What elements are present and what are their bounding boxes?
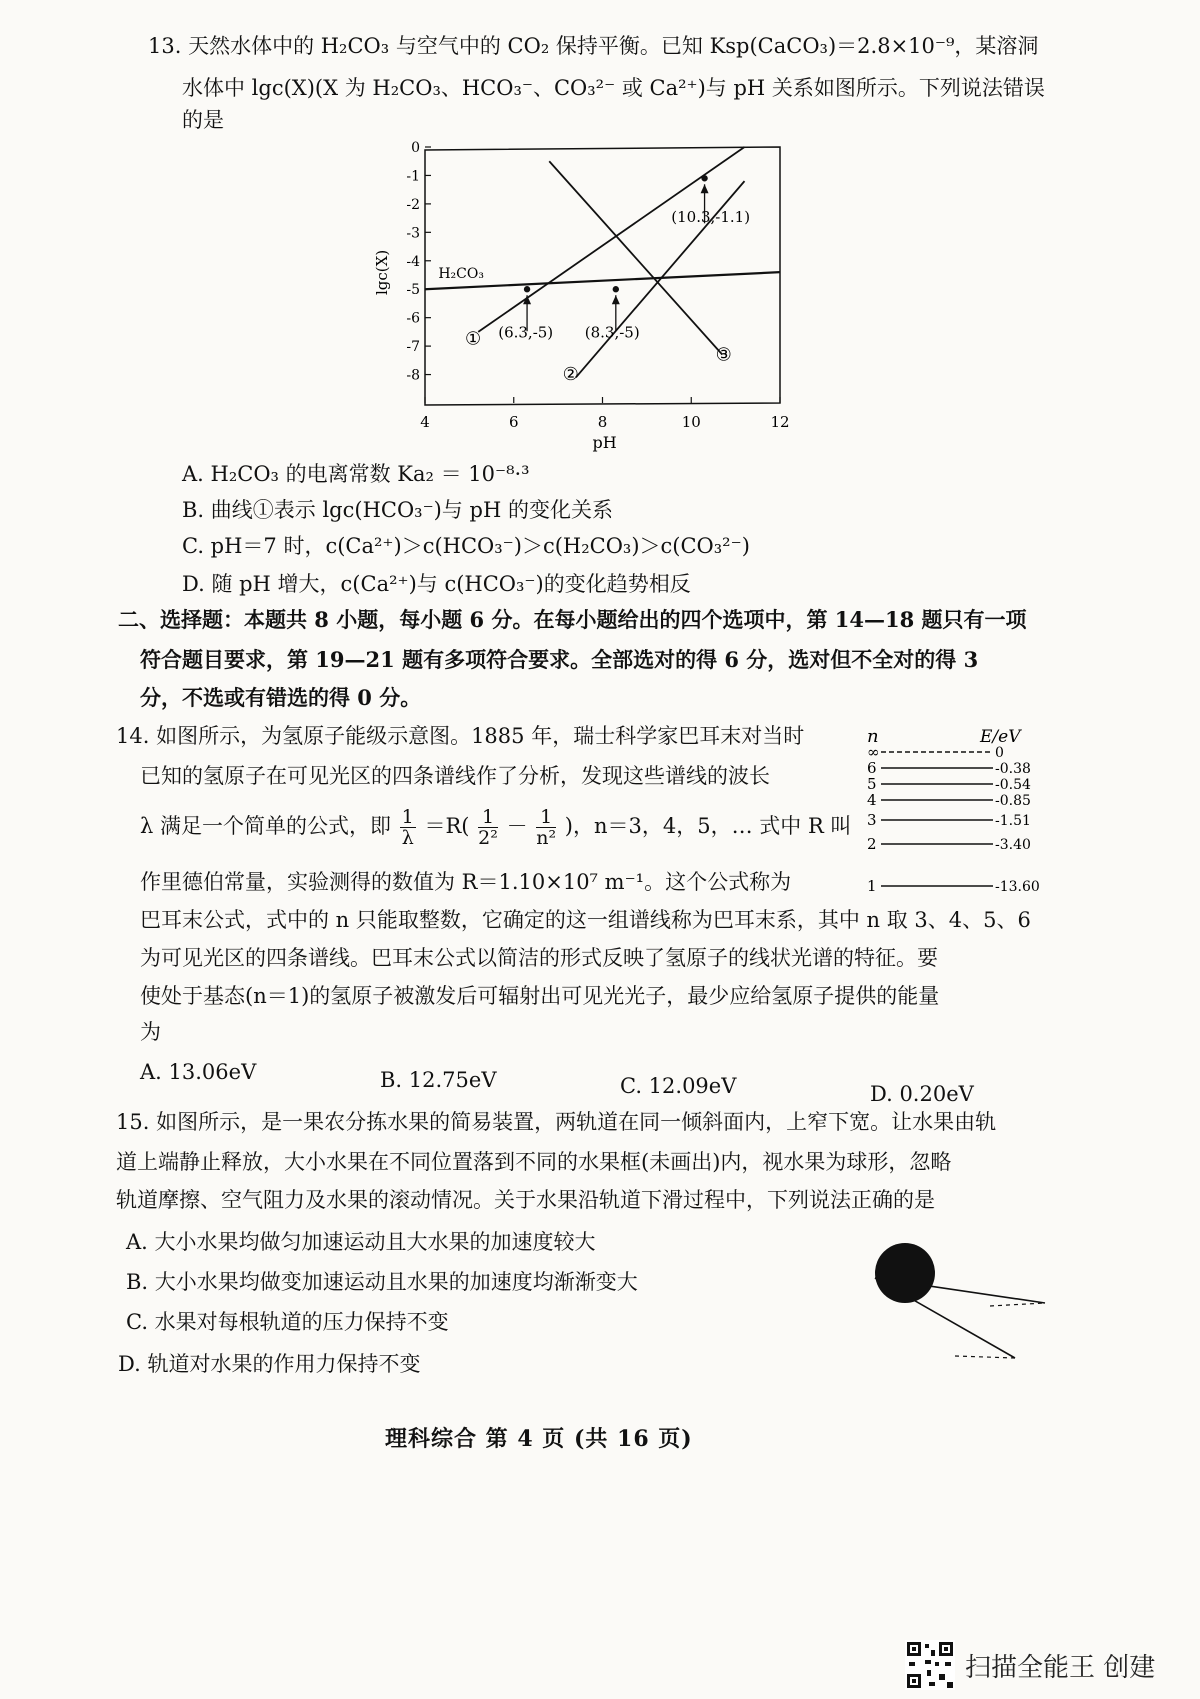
- q14-option-a: A. 13.06eV: [140, 1060, 257, 1084]
- level-n-label: 4: [867, 791, 877, 809]
- levels-header-n: n: [867, 726, 879, 747]
- q14-line5: 巴耳末公式，式中的 n 只能取整数，它确定的这一组谱线称为巴耳末系，其中 n 取 3、4、5、6: [140, 908, 1031, 932]
- q15-option-b: B. 大小水果均做变加速运动且水果的加速度均渐渐变大: [126, 1270, 638, 1294]
- level-energy-label: 0: [995, 745, 1004, 761]
- intersection-point: [701, 175, 707, 181]
- q13-line2: 水体中 lgc(X)(X 为 H₂CO₃、HCO₃⁻、CO₃²⁻ 或 Ca²⁺)与 pH 关系如图所示。下列说法错误: [182, 76, 1045, 100]
- level-energy-label: -0.38: [995, 761, 1031, 777]
- q13-option-d: D. 随 pH 增大，c(Ca²⁺)与 c(HCO₃⁻)的变化趋势相反: [182, 572, 691, 596]
- formula-lhs: $\frac{1}{\lambda}$: [401, 806, 414, 849]
- x-tick-label: 4: [420, 413, 430, 431]
- y-tick-label: 0: [411, 140, 420, 156]
- h2co3-curve-label: H₂CO₃: [438, 265, 484, 282]
- q14-line4: 作里德伯常量，实验测得的数值为 R＝1.10×10⁷ m⁻¹。这个公式称为: [140, 870, 792, 894]
- qr-code-icon: [905, 1640, 955, 1690]
- curve-1-label: ①: [464, 328, 482, 350]
- q15-line1: 15. 如图所示，是一果农分拣水果的简易装置，两轨道在同一倾斜面内，上窄下宽。让水果由轨: [116, 1110, 997, 1134]
- scanner-label: 扫描全能王 创建: [965, 1652, 1156, 1683]
- q14-line6: 为可见光区的四条谱线。巴耳末公式以简洁的形式反映了氢原子的线状光谱的特征。要: [140, 946, 938, 970]
- x-axis-label: pH: [592, 433, 617, 452]
- level-energy-label: -0.85: [995, 793, 1031, 809]
- annotation-6-3: (6.3,-5): [498, 323, 554, 342]
- q14-line8: 为: [140, 1020, 161, 1044]
- y-tick-label: -8: [406, 367, 420, 384]
- y-tick-label: -5: [406, 282, 420, 299]
- formula-term1: $\frac{1}{\text{2²}}$: [478, 806, 498, 849]
- y-tick-label: -2: [406, 196, 420, 213]
- level-n-label: 1: [867, 877, 877, 895]
- intersection-point: [524, 286, 530, 292]
- lower-rail-end-dash: [955, 1356, 1015, 1358]
- page-footer: 理科综合 第 4 页 (共 16 页): [385, 1426, 693, 1452]
- y-tick-label: -4: [406, 253, 420, 270]
- curve-3-label: ③: [715, 344, 732, 366]
- q14-line7: 使处于基态(n＝1)的氢原子被激发后可辐射出可见光光子，最少应给氢原子提供的能量: [140, 984, 940, 1008]
- level-n-label: 3: [867, 811, 877, 829]
- q15-option-a: A. 大小水果均做匀加速运动且大水果的加速度较大: [126, 1230, 596, 1254]
- formula-mid: ＝R(: [424, 814, 470, 838]
- q14-option-b: B. 12.75eV: [380, 1068, 497, 1092]
- levels-header-e: E/eV: [980, 727, 1021, 747]
- q13-option-b: B. 曲线①表示 lgc(HCO₃⁻)与 pH 的变化关系: [182, 498, 613, 522]
- fruit-sorter-figure: [855, 1238, 1075, 1378]
- level-energy-label: -1.51: [995, 813, 1031, 829]
- lgc-ph-chart: [370, 135, 830, 460]
- annotation-10-3: (10.3,-1.1): [671, 208, 751, 227]
- annotation-8-3: (8.3,-5): [584, 323, 640, 342]
- q15-line3: 轨道摩擦、空气阻力及水果的滚动情况。关于水果沿轨道下滑过程中，下列说法正确的是: [116, 1188, 935, 1212]
- x-tick-label: 10: [681, 413, 701, 431]
- q15-option-c: C. 水果对每根轨道的压力保持不变: [126, 1310, 449, 1334]
- section2-line3: 分，不选或有错选的得 0 分。: [140, 685, 422, 710]
- q13-line1: 13. 天然水体中的 H₂CO₃ 与空气中的 CO₂ 保持平衡。已知 Ksp(CaCO₃)＝2.8×10⁻⁹，某溶洞: [148, 34, 1039, 58]
- y-axis-label: lgc(X): [373, 249, 391, 295]
- intersection-point: [613, 286, 619, 292]
- y-tick-label: -7: [406, 339, 420, 356]
- formula-pre: λ 满足一个简单的公式，即: [140, 814, 391, 838]
- formula-post: )，n＝3，4，5，… 式中 R 叫: [564, 814, 852, 838]
- level-n-label: 6: [867, 759, 877, 777]
- q13-option-a: A. H₂CO₃ 的电离常数 Ka₂ ＝ 10⁻⁸·³: [182, 462, 530, 486]
- level-energy-label: -0.54: [995, 777, 1031, 793]
- section2-line1: 二、选择题：本题共 8 小题，每小题 6 分。在每小题给出的四个选项中，第 14—18 题只有一项: [118, 607, 1027, 632]
- fruit-ball: [875, 1243, 935, 1303]
- x-tick-label: 8: [597, 413, 608, 431]
- level-n-label: 5: [867, 775, 877, 793]
- x-tick-label: 6: [508, 413, 519, 431]
- q13-option-c: C. pH＝7 时，c(Ca²⁺)＞c(HCO₃⁻)＞c(H₂CO₃)＞c(CO₃²⁻): [182, 534, 750, 558]
- section2-line2: 符合题目要求，第 19—21 题有多项符合要求。全部选对的得 6 分，选对但不全对的得 3: [140, 647, 979, 672]
- arrow-8-3-head: [612, 295, 620, 304]
- q13-line3: 的是: [182, 108, 224, 132]
- arrow-10-3-head: [701, 184, 709, 193]
- upper-rail-end-dash: [990, 1303, 1045, 1306]
- y-tick-label: -3: [406, 225, 420, 242]
- q14-line2: 已知的氢原子在可见光区的四条谱线作了分析，发现这些谱线的波长: [140, 764, 770, 788]
- q14-option-d: D. 0.20eV: [870, 1082, 974, 1106]
- q14-option-c: C. 12.09eV: [620, 1074, 737, 1098]
- q15-option-d: D. 轨道对水果的作用力保持不变: [118, 1352, 421, 1376]
- q14-formula: [140, 804, 851, 848]
- level-energy-label: -13.60: [995, 879, 1040, 895]
- y-tick-label: -1: [406, 168, 420, 185]
- q15-line2: 道上端静止释放，大小水果在不同位置落到不同的水果框(未画出)内，视水果为球形，忽略: [116, 1150, 952, 1174]
- formula-minus: －: [506, 814, 528, 838]
- x-tick-label: 12: [770, 413, 790, 431]
- level-n-label: ∞: [867, 743, 880, 761]
- curve-1-line: [478, 147, 744, 332]
- q14-line1: 14. 如图所示，为氢原子能级示意图。1885 年，瑞士科学家巴耳末对当时: [116, 724, 805, 748]
- scanner-watermark: [905, 1640, 1155, 1690]
- level-energy-label: -3.40: [995, 837, 1031, 853]
- level-n-label: 2: [867, 835, 877, 853]
- formula-term2: $\frac{1}{\text{n²}}$: [536, 806, 557, 849]
- curve-2-label: ②: [562, 364, 579, 386]
- energy-level-diagram: [855, 722, 1055, 902]
- y-tick-label: -6: [406, 310, 420, 327]
